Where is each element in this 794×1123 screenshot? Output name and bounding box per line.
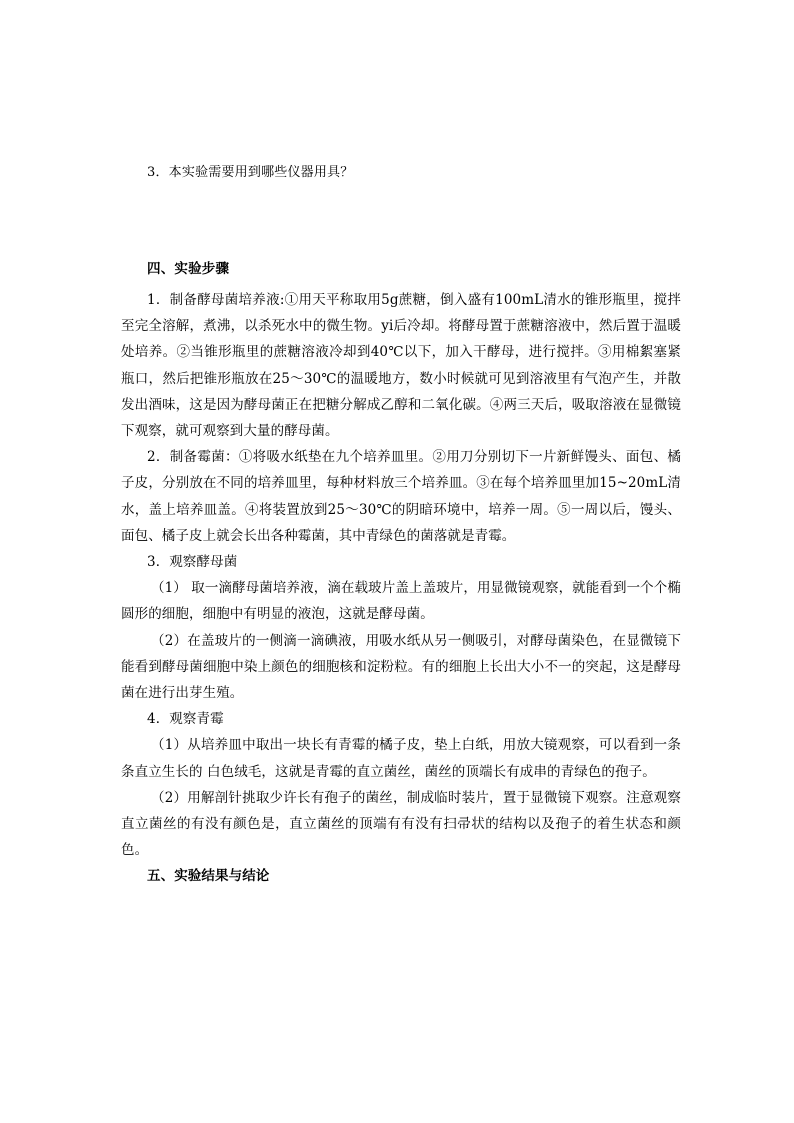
step-4-1-paragraph xyxy=(121,732,681,784)
step-4-2-text: （2）用解剖针挑取少许长有孢子的菌丝，制成临时装片，置于显微镜下观察。注意观察直立菌丝的有没有颜色是，直立菌丝的顶端有有没有扫帚状的结构以及孢子的着生状态和颜色。 xyxy=(121,789,681,859)
step-2-paragraph xyxy=(121,444,681,549)
step-3-1-text: （1） 取一滴酵母菌培养液，滴在载玻片盖上盖玻片，用显微镜观察，就能看到一个个椭圆形的细胞，细胞中有明显的液泡，这就是酵母菌。 xyxy=(121,580,681,623)
step-2-text: 2．制备霉菌：①将吸水纸垫在九个培养皿里。②用刀分别切下一片新鲜馒头、面包、橘子皮，分别放在不同的培养皿里，每种材料放三个培养皿。③在每个培养皿里加15~20mL清水，盖上培养皿盖。④将装置放到25～30℃的阴暗环境中，培养一周。⑤一周以后，馒头、面包、橘子皮上就会长出各种霉菌，其中青绿色的菌落就是青霉。 xyxy=(121,449,681,544)
section-4-body xyxy=(0,287,794,890)
step-3-title-text: 3．观察酵母菌 xyxy=(147,554,238,571)
step-3-2-text: （2）在盖玻片的一侧滴一滴碘液，用吸水纸从另一侧吸引，对酵母菌染色，在显微镜下能看到酵母菌细胞中染上颜色的细胞核和淀粉粒。有的细胞上长出大小不一的突起，这是酵母菌在进行出芽生殖。 xyxy=(121,632,681,702)
step-1-text: 1．制备酵母菌培养液:①用天平称取用5g蔗糖，倒入盛有100mL清水的锥形瓶里，搅拌至完全溶解，煮沸，以杀死水中的微生物。yi后冷却。将酵母置于蔗糖溶液中，然后置于温暖处培养。②当锥形瓶里的蔗糖溶液冷却到40℃以下，加入干酵母，进行搅拌。③用棉絮塞紧瓶口，然后把锥形瓶放在25～30℃的温暖地方，数小时候就可见到溶液里有气泡产生，并散发出酒味，这是因为酵母菌正在把糖分解成乙醇和二氧化碳。④两三天后，吸取溶液在显微镜下观察，就可观察到大量的酵母菌。 xyxy=(121,292,681,440)
step-3-2-paragraph xyxy=(121,628,681,707)
step-1-paragraph xyxy=(121,287,681,444)
section-5-heading-wrap xyxy=(121,863,681,889)
step-3-title xyxy=(121,549,681,575)
step-4-title-text: 4．观察青霉 xyxy=(147,711,224,728)
section-4-heading: 四、实验步骤 xyxy=(147,261,230,277)
step-4-title xyxy=(121,706,681,732)
step-3-1-paragraph xyxy=(121,575,681,627)
step-4-2-paragraph xyxy=(121,785,681,864)
question-3: 3．本实验需要用到哪些仪器用具？ xyxy=(147,165,354,180)
section-5-heading: 五、实验结果与结论 xyxy=(147,868,270,885)
step-4-1-text: （1）从培养皿中取出一块长有青霉的橘子皮，垫上白纸，用放大镜观察，可以看到一条条直立生长的 白色绒毛，这就是青霉的直立菌丝，菌丝的顶端长有成串的青绿色的孢子。 xyxy=(121,737,681,780)
